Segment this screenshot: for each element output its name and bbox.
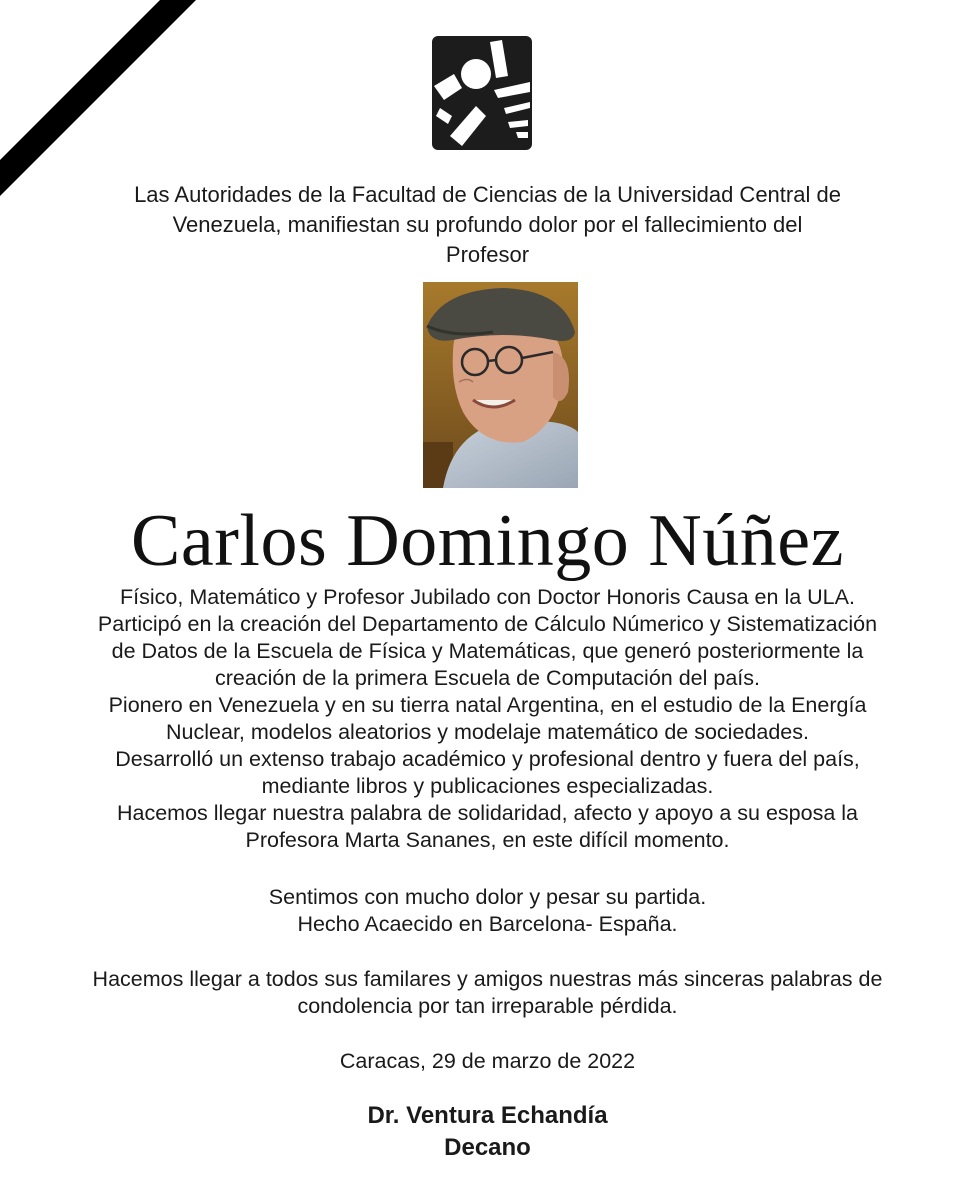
biography-line: Hacemos llegar nuestra palabra de solidaridad, afecto y apoyo a su esposa la: [116, 801, 858, 825]
family-condolence-line: condolencia por tan irreparable pérdida.: [297, 994, 678, 1018]
condolence-statement: [60, 884, 915, 938]
biography-line: Desarrolló un extenso trabajo académico y profesional dentro y fuera del país,: [115, 747, 860, 771]
date-line: Caracas, 29 de marzo de 2022: [339, 1049, 636, 1073]
signature-block: [60, 1100, 915, 1164]
intro-line: Venezuela, manifiestan su profundo dolor por el fallecimiento del: [172, 212, 803, 237]
faculty-logo-icon: [432, 36, 532, 150]
biography-line: Nuclear, modelos aleatorios y modelaje matemático de sociedades.: [166, 720, 809, 744]
mourning-ribbon-icon: [0, 0, 200, 200]
biography-line: de Datos de la Escuela de Física y Matemáticas, que generó posteriormente la: [111, 639, 864, 663]
signatory-name: Dr. Ventura Echandía: [367, 1102, 608, 1129]
biography-line: creación de la primera Escuela de Computación del país.: [215, 666, 760, 690]
deceased-name: Carlos Domingo Núñez: [131, 500, 844, 582]
biography-line: Profesora Marta Sananes, en este difícil momento.: [245, 828, 730, 852]
biography-line: Físico, Matemático y Profesor Jubilado con Doctor Honoris Causa en la ULA.: [120, 585, 855, 609]
family-condolence: [60, 966, 915, 1020]
condolence-line: Hecho Acaecido en Barcelona- España.: [297, 912, 678, 936]
intro-line: Profesor: [445, 242, 530, 267]
intro-line: Las Autoridades de la Facultad de Ciencias de la Universidad Central de: [134, 182, 841, 207]
intro-text: [80, 180, 895, 270]
biography-line: Pionero en Venezuela y en su tierra natal Argentina, en el estudio de la Energía: [108, 693, 867, 717]
signatory-title: Decano: [444, 1134, 531, 1161]
biography-text: [60, 584, 915, 854]
biography-line: mediante libros y publicaciones especializadas.: [261, 774, 714, 798]
biography-line: Participó en la creación del Departamento de Cálculo Númerico y Sistematización: [97, 612, 878, 636]
condolence-line: Sentimos con mucho dolor y pesar su partida.: [268, 885, 707, 909]
professor-photo: [423, 282, 578, 488]
family-condolence-line: Hacemos llegar a todos sus familares y amigos nuestras más sinceras palabras de: [92, 967, 883, 991]
